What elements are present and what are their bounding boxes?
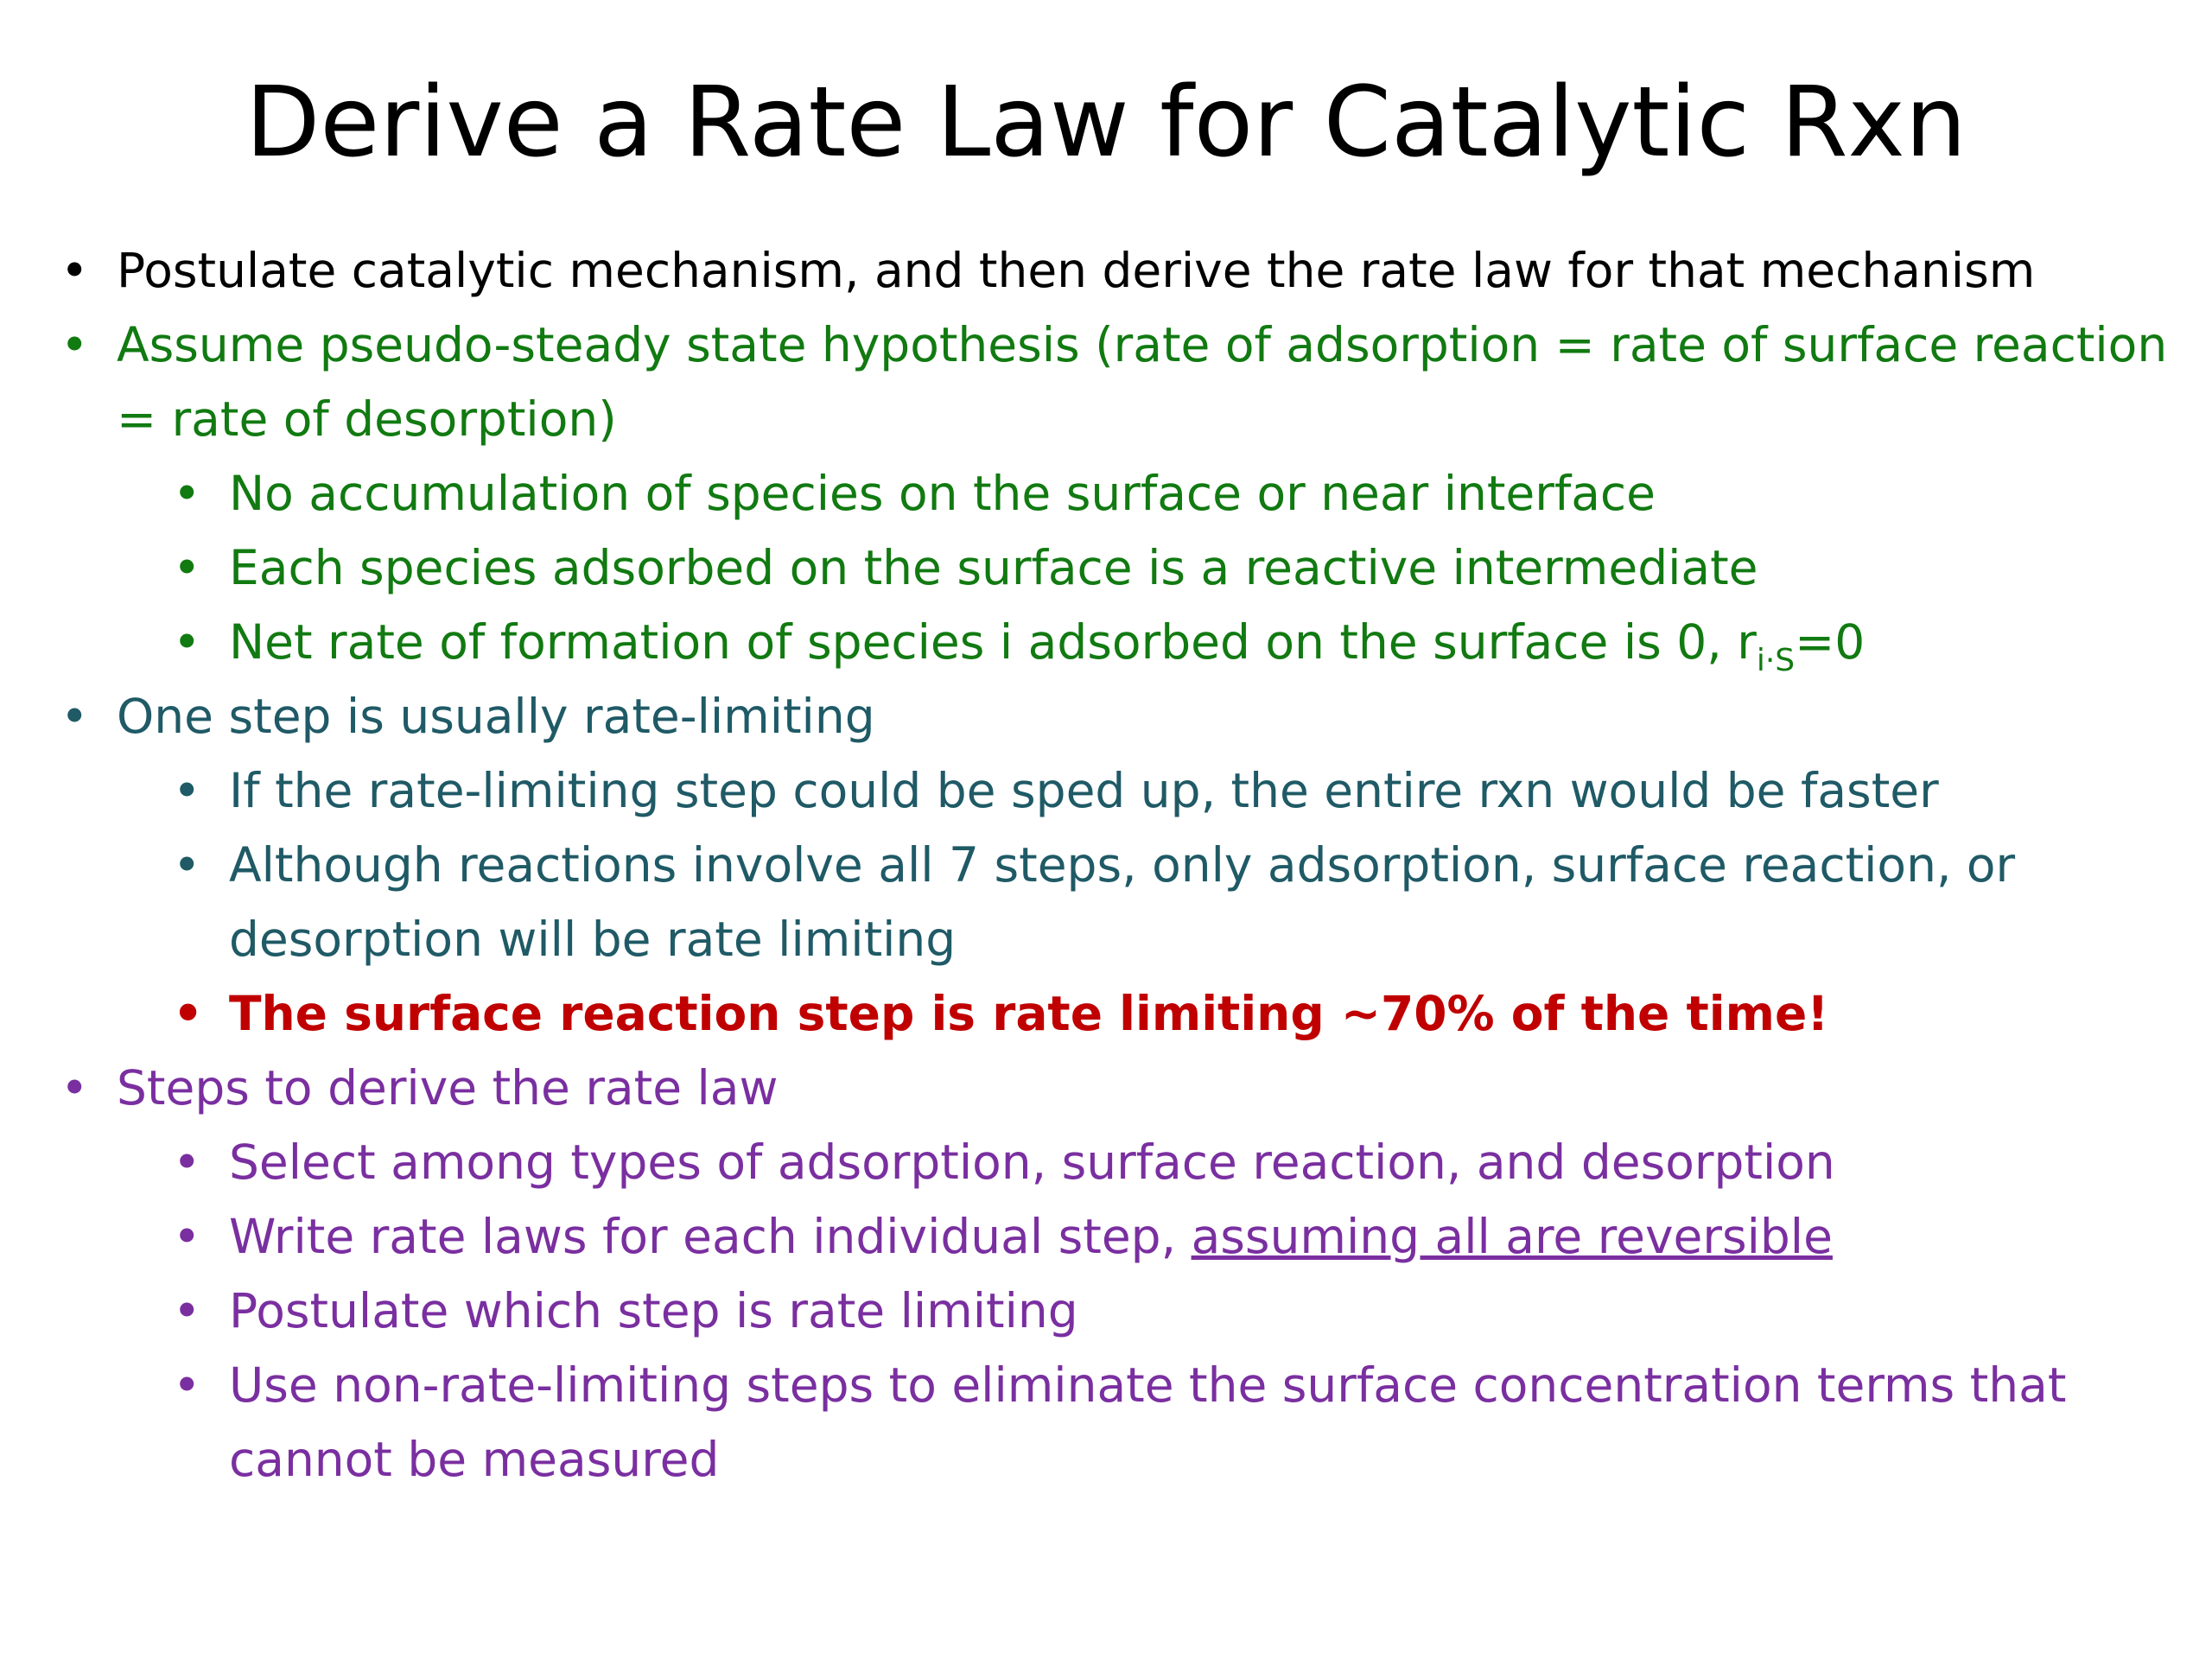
bullet-postulate-mechanism — [60, 233, 2186, 308]
subbullet-write-rate-laws — [60, 1199, 2186, 1274]
bullet-text-end: =0 — [1795, 614, 1866, 670]
bullet-text: If the rate-limiting step could be sped up, the entire rxn would be faster — [229, 763, 1939, 818]
subbullet-reactive-intermediate — [60, 531, 2186, 605]
bullet-steps-derive — [60, 1051, 2186, 1125]
slide-title: Derive a Rate Law for Catalytic Rxn — [245, 67, 1967, 179]
bullet-text: The surface reaction step is rate limiting ~70% of the time! — [229, 986, 1829, 1041]
bullet-text: Select among types of adsorption, surface reaction, and desorption — [229, 1135, 1835, 1190]
bullet-text: Write rate laws for each individual step, — [229, 1209, 1192, 1264]
bullet-pseudo-steady-state — [60, 308, 2186, 456]
subbullet-select-types — [60, 1125, 2186, 1199]
bullet-text: Postulate catalytic mechanism, and then derive the rate law for that mechanism — [117, 243, 2036, 298]
bullet-text: Net rate of formation of species i adsorbed on the surface is 0, r — [229, 614, 1757, 670]
bullet-text: Postulate which step is rate limiting — [229, 1283, 1078, 1338]
bullet-text: Each species adsorbed on the surface is a reactive intermediate — [229, 540, 1758, 595]
bullet-rate-limiting — [60, 679, 2186, 753]
bullet-text: Use non-rate-limiting steps to eliminate the surface concentration terms that cannot be measured — [229, 1357, 2067, 1487]
bullet-text: One step is usually rate-limiting — [117, 689, 875, 744]
subbullet-eliminate-terms — [60, 1348, 2186, 1497]
subbullet-sped-up — [60, 753, 2186, 828]
underlined-text: assuming all are reversible — [1191, 1209, 1833, 1264]
bullet-text: Assume pseudo-steady state hypothesis (rate of adsorption = rate of surface reaction = rate of desorption) — [117, 317, 2168, 447]
subbullet-postulate-step — [60, 1274, 2186, 1348]
subbullet-seven-steps — [60, 828, 2186, 976]
bullet-list — [60, 233, 2186, 1497]
subbullet-no-accumulation — [60, 456, 2186, 531]
rate-subscript: i·S — [1756, 643, 1796, 678]
bullet-text: No accumulation of species on the surface or near interface — [229, 466, 1656, 521]
bullet-text: Steps to derive the rate law — [117, 1060, 779, 1116]
subbullet-surface-reaction-70 — [60, 976, 2186, 1051]
bullet-text: Although reactions involve all 7 steps, only adsorption, surface reaction, or desorption will be rate limiting — [229, 837, 2016, 967]
subbullet-net-rate-zero — [60, 605, 2186, 679]
